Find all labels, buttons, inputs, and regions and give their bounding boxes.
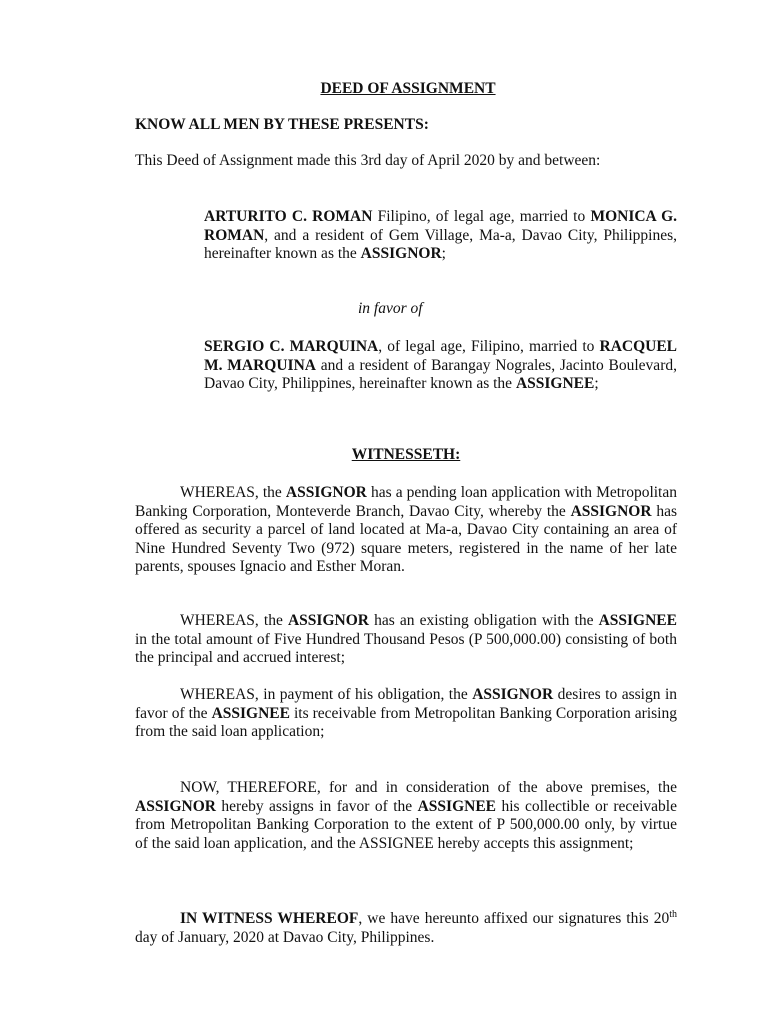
- assignor-spouse: MONICA G. ROMAN: [204, 208, 678, 244]
- intro-paragraph: This Deed of Assignment made this 3rd day of April 2020 by and between:: [135, 152, 601, 169]
- in-favor-of-text: in favor of: [358, 300, 423, 317]
- witnesseth-heading: WITNESSETH:: [351, 446, 461, 463]
- assignee-paragraph: SERGIO C. MARQUINA, of legal age, Filipino, married to RACQUEL M. MARQUINA and a resident of Barangay Nograles, Jacinto Boulevard, Davao City, Philippines, hereinafter known as the ASSIGNEE;: [204, 338, 678, 393]
- whereas-paragraph-2: WHEREAS, the ASSIGNOR has an existing obligation with the ASSIGNEE in the total amount of Five Hundred Thousand Pesos (P 500,000.00) consisting of both the principal and accrued interest;: [135, 612, 677, 667]
- whereas-paragraph-1: WHEREAS, the ASSIGNOR has a pending loan application with Metropolitan Banking Corporation, Monteverde Branch, Davao City, whereby the ASSIGNOR has offered as security a parcel of land located at Ma-a, Davao City containing an area of Nine Hundred Seventy Two (972) square meters, registered in the name of her late parents, spouses Ignacio and Esther Moran.: [135, 484, 677, 576]
- assignor-paragraph: ARTURITO C. ROMAN Filipino, of legal age, married to MONICA G. ROMAN, and a resident of Gem Village, Ma-a, Davao City, Philippines, hereinafter known as the ASSIGNOR;: [204, 208, 678, 263]
- know-all-men-heading: KNOW ALL MEN BY THESE PRESENTS:: [135, 116, 429, 133]
- now-therefore-paragraph: NOW, THEREFORE, for and in consideration of the above premises, the ASSIGNOR hereby assigns in favor of the ASSIGNEE his collectible or receivable from Metropolitan Banking Corporation to the extent of P 500,000.00 only, by virtue of the said loan application, and the ASSIGNEE hereby accepts this assignment;: [135, 779, 677, 852]
- whereas-paragraph-3: WHEREAS, in payment of his obligation, the ASSIGNOR desires to assign in favor of the ASSIGNEE its receivable from Metropolitan Banking Corporation arising from the said loan application;: [135, 686, 677, 741]
- document-title: DEED OF ASSIGNMENT: [320, 80, 496, 97]
- assignee-spouse: RACQUEL M. MARQUINA: [204, 338, 678, 374]
- assignor-name: ARTURITO C. ROMAN: [204, 208, 373, 225]
- assignee-name: SERGIO C. MARQUINA: [204, 338, 379, 355]
- assignor-role: ASSIGNOR: [360, 245, 442, 263]
- in-witness-whereof-paragraph: IN WITNESS WHEREOF, we have hereunto affixed our signatures this 20th day of January, 2020 at Davao City, Philippines.: [135, 908, 678, 946]
- assignee-role: ASSIGNEE: [515, 375, 595, 393]
